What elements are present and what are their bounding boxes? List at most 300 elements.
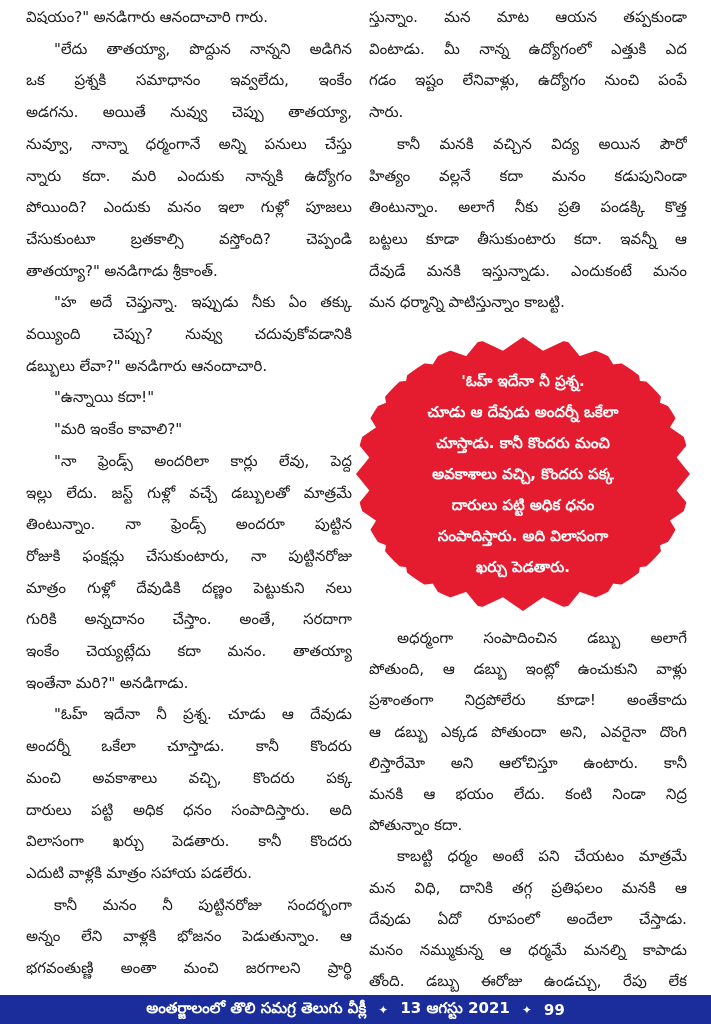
word: మాట [496, 8, 530, 26]
word: దారులు [26, 800, 72, 819]
word: కానీ [258, 832, 282, 851]
word: ధర్మమే [528, 941, 567, 959]
word: పట్టి [91, 800, 114, 819]
pull-quote-text [396, 366, 650, 583]
text-line [26, 224, 352, 254]
word: అంటే [492, 847, 524, 866]
word: తాతయ్యా [292, 642, 352, 660]
word: సంపాదించిన [483, 629, 558, 647]
word: తీసుకుంటారు [477, 229, 556, 248]
text-line [26, 699, 352, 729]
word: లేదు. [66, 483, 98, 502]
word: "నా [54, 451, 77, 470]
word: కానీ [663, 753, 687, 772]
text-line [369, 192, 687, 222]
word: ఉండచ్చు, [543, 972, 602, 991]
word: సారు. [369, 103, 404, 122]
word: సహాయ [150, 863, 197, 882]
word: భగవంతుణ్ణి [26, 959, 94, 977]
word: చెప్పు? [112, 325, 153, 343]
word: ఈరోజు [480, 972, 523, 991]
text-line [26, 636, 352, 666]
word: మంచి [26, 768, 61, 787]
text-line [369, 224, 687, 254]
text-line [369, 256, 687, 286]
word: ఏదో [437, 909, 462, 928]
word: లిస్తారేమో [369, 753, 426, 772]
word: ఉంటారు. [583, 753, 639, 772]
word: ఎద [665, 39, 687, 58]
text-line [26, 97, 352, 127]
word: దణ్ణం [201, 578, 233, 597]
word: దానికి [459, 878, 493, 897]
word: హిత్యం [369, 166, 411, 185]
word: మన [369, 878, 396, 897]
word: అలాగే [458, 198, 495, 217]
word: దేవుడికి [136, 578, 181, 597]
text-line [369, 65, 687, 95]
word: నా [250, 546, 267, 565]
word: ఆ [340, 927, 352, 946]
text-line [369, 966, 687, 996]
text-line [26, 921, 352, 951]
word: చేస్తాం. [172, 610, 212, 629]
pull-quote-line: 'ఓహ్ ఇదేనా నీ ప్రశ్న. [461, 372, 585, 390]
word: కదా [499, 166, 523, 185]
word: ఉద్యోగం [304, 166, 352, 185]
word: పని [538, 847, 560, 866]
word: దేవుడు [369, 909, 411, 928]
word: కానీ [255, 737, 279, 756]
word: తాతయ్యా, [288, 103, 352, 122]
word: పెట్టుకుని [253, 578, 305, 597]
word: గడం [369, 71, 397, 90]
text-line [26, 668, 352, 698]
word: నిద్రపోలేరు [464, 691, 526, 710]
text-line [369, 685, 687, 715]
text-line [26, 826, 352, 856]
word: శ్రీకాంత్. [172, 261, 218, 280]
word: నమ్ముకున్న [419, 941, 483, 959]
word: నాన్నని [249, 39, 291, 58]
word: గుళ్లో [260, 198, 289, 217]
word: ప్రతిఫలం [551, 878, 603, 897]
page-number: 99 [543, 1000, 565, 1019]
word: నలు [325, 578, 352, 597]
word: ఫంక్షన్లు [82, 546, 125, 565]
word: మనం [551, 166, 586, 185]
word: మనకి [621, 878, 656, 897]
word: డబ్బులతో [231, 483, 290, 502]
word: న్నారు [26, 166, 62, 185]
word: తింటున్నాం. [369, 198, 439, 217]
word: మనల్ని [583, 941, 627, 959]
word: అవకాశాలు [92, 768, 158, 787]
word: వచ్చి, [188, 768, 222, 787]
word: పూజలు [305, 198, 352, 217]
word: ఇస్తున్నాడు. [481, 261, 550, 280]
word: కదా!" [117, 388, 155, 407]
word: బట్టలు [369, 229, 408, 248]
text-line [26, 953, 352, 983]
text-line [26, 65, 352, 95]
word: మాత్రమే [638, 847, 687, 866]
text-line [369, 287, 687, 317]
footer-bar [0, 995, 711, 1024]
text-line [26, 890, 352, 920]
word: మనం [102, 895, 137, 914]
word: ఎదుటి [26, 863, 65, 882]
word: తప్పకుండా [623, 8, 687, 26]
word: గారు. [235, 8, 268, 26]
word: దేవుడు [310, 705, 352, 724]
word: పోతున్నాం [369, 816, 430, 835]
word: వాళ్లు [656, 660, 687, 679]
word: నాన్నా [91, 134, 128, 153]
word: మంచి [183, 959, 219, 977]
word: దొంగి [659, 722, 687, 741]
word: ఇష్టం [415, 71, 444, 90]
word: గుళ్లో [87, 578, 116, 597]
word: రోజుకి [26, 546, 61, 565]
star-icon: ✦ [521, 1002, 532, 1017]
word: నువ్వు [185, 325, 223, 343]
word: ఇంకేం [318, 71, 352, 90]
word: ధనం [182, 800, 212, 819]
word: జస్ట్ [111, 483, 134, 502]
word: ఉద్యోగంలో [528, 39, 592, 58]
word: ప్రతి [558, 198, 581, 217]
word: నీ [156, 705, 167, 724]
word: ఉద్యోగం [538, 71, 586, 90]
word: చేస్తాడు. [639, 909, 687, 928]
word: చదువుకోవడానికి [254, 325, 352, 343]
text-line [26, 351, 352, 381]
word: ఇవన్నీ [620, 229, 657, 248]
word: అందర్నీ [26, 737, 70, 756]
word: పండక్కి [600, 198, 645, 217]
word: డబ్బు [394, 722, 428, 741]
word: అనడిగారు [125, 356, 187, 375]
word: ఆనందాచారి. [191, 356, 268, 375]
word: భయం [455, 785, 494, 803]
word: కదా. [82, 166, 111, 185]
word: పోతుంది, [369, 660, 425, 679]
word: పాటిస్తున్నాం [448, 293, 520, 312]
word: ఆనందాచారి [159, 8, 231, 26]
word: ఇవ్వలేదు, [230, 71, 289, 90]
star-icon: ✦ [378, 1002, 389, 1017]
word: కావాలి?" [128, 420, 183, 439]
word: ఏం [288, 293, 307, 312]
word: తోంది. [369, 972, 405, 991]
word: చేస్తు [324, 134, 352, 153]
word: సమాధానం [135, 71, 201, 90]
text-line [26, 541, 352, 571]
word: వస్తోంది? [218, 229, 271, 248]
text-line [369, 904, 687, 934]
word: డబ్బు [587, 629, 621, 647]
word: విలాసంగా [26, 832, 84, 851]
word: కాబట్టి [397, 847, 433, 866]
word: ఆలోచిస్తూ [499, 753, 558, 772]
word: ఇంకేం [26, 642, 60, 660]
word: "ఉన్నాయి [54, 388, 114, 407]
word: ధర్మాన్ని [399, 293, 445, 312]
word: అన్నం [26, 927, 61, 946]
word: ఆయన [555, 8, 598, 26]
word: అనడిగాడు. [119, 673, 189, 692]
pull-quote-line: చూస్తాడు. కానీ కొందరు మంచి [436, 434, 610, 452]
word: జరగాలని [245, 959, 301, 977]
word: రూపంలో [487, 909, 540, 928]
word: వాళ్లకి [123, 927, 157, 946]
word: చూస్తాడు. [167, 737, 225, 756]
word: ఆ [675, 229, 687, 248]
word: సరదాగా [303, 610, 352, 629]
word: కూడా [425, 229, 459, 248]
word: కొత్త [664, 198, 687, 217]
word: చేయటం [574, 847, 625, 866]
word: ఒక [26, 71, 45, 90]
word: మీ [444, 39, 460, 58]
text-line [26, 192, 352, 222]
footer-tagline: అంతర్జాలంలో తొలి సమగ్ర తెలుగు వీక్లీ [146, 998, 367, 1017]
word: బ్రతకాల్సి [130, 229, 184, 248]
text-line [369, 810, 687, 840]
word: మాత్రం [26, 578, 66, 597]
word: మాత్రమే [303, 483, 352, 502]
word: మన [444, 8, 471, 26]
word: అయితే [102, 103, 146, 122]
text-line [26, 795, 352, 825]
word: ఆ [281, 705, 294, 724]
word: వల్లనే [438, 166, 471, 185]
text-line [26, 573, 352, 603]
word: మాత్రం [106, 863, 147, 882]
word: చెప్పండి [306, 229, 352, 248]
text-line [26, 604, 352, 634]
word: అధర్మంగా [397, 629, 454, 647]
word: లేనివాళ్లు, [462, 71, 520, 90]
word: నా [125, 515, 141, 534]
word: ఇల్లు [26, 483, 53, 502]
word: అలాగే [650, 629, 687, 647]
text-line [369, 2, 687, 32]
word: వచ్చే [189, 483, 218, 502]
word: మనం [167, 198, 202, 217]
word: లేవా?" [79, 356, 121, 375]
word: పెడుతున్నాం. [242, 927, 320, 946]
text-line [26, 256, 352, 286]
word: పుట్టిన [314, 515, 352, 534]
text-line [369, 873, 687, 903]
footer-date: 13 ఆగస్టు 2021 [400, 998, 510, 1017]
word: పోయింది? [26, 198, 87, 217]
text-line [26, 382, 352, 412]
word: వచ్చిన [493, 134, 532, 153]
text-line [26, 34, 352, 64]
word: పెద్ద [330, 451, 352, 470]
text-line [26, 319, 352, 349]
word: మనం. [227, 642, 267, 660]
word: కొందరు [310, 737, 352, 756]
word: కదా. [434, 816, 463, 835]
word: దేవుడే [369, 261, 406, 280]
word: కంటి [565, 785, 593, 803]
word: మరి?" [75, 673, 116, 692]
word: అందేలా [566, 909, 613, 928]
text-line [369, 717, 687, 747]
word: "ఓహ్ [54, 705, 88, 724]
word: గురికి [26, 610, 57, 629]
word: కానీ [397, 134, 421, 153]
word: పనులు [264, 134, 307, 153]
word: నీకు [251, 293, 276, 312]
word: ఎత్తుకి [611, 39, 647, 58]
word: అడగను. [26, 103, 79, 122]
text-line [26, 731, 352, 761]
word: ఫ్రెండ్స్ [97, 451, 133, 470]
word: నీ [162, 895, 173, 914]
text-line [26, 287, 352, 317]
word: రేపు [622, 972, 647, 991]
word: ఇదేనా [103, 705, 141, 724]
text-line [26, 161, 352, 191]
word: పోతుందా [491, 722, 547, 741]
word: పుట్టినరోజు [198, 895, 262, 914]
word: ఎవరైనా [600, 722, 647, 741]
word: మనకి [439, 134, 474, 153]
text-line [26, 2, 352, 32]
word: వింటాడు. [369, 39, 425, 58]
word: ఇప్పుడు [191, 293, 239, 312]
word: తగ్గ [511, 878, 533, 897]
word: ఎందుకు [177, 166, 225, 185]
word: కాపాడు [642, 941, 687, 959]
word: తక్కు [320, 293, 352, 312]
word: ఆ [423, 785, 436, 803]
word: అంతా [120, 959, 157, 977]
word: లేక [668, 972, 687, 991]
text-line [26, 478, 352, 508]
word: డబ్బులు [26, 356, 75, 375]
word: డబ్బు [473, 660, 507, 679]
word: నీకు [514, 198, 539, 217]
text-line [26, 129, 352, 159]
text-line [369, 97, 687, 127]
word: ఖర్చు [112, 832, 144, 851]
word: కొందరు [253, 768, 295, 787]
word: ఇంకేం [90, 420, 124, 439]
word: చెప్పు [231, 103, 264, 122]
text-line [26, 509, 352, 539]
word: "మరి [54, 420, 86, 439]
word: ప్రశ్న. [183, 705, 212, 724]
word: ఇంతేనా [26, 673, 72, 692]
word: ఫ్రెండ్స్ [170, 515, 206, 534]
word: వయ్యింది [26, 325, 81, 343]
word: కొందరు [310, 832, 352, 851]
word: లేదు. [513, 785, 545, 803]
word: చేసుకుంటూ [26, 229, 96, 248]
word: వాళ్లకి [68, 863, 102, 882]
word: స్తున్నాం. [369, 8, 418, 26]
word: కూడా! [556, 691, 596, 710]
pull-quote-line: ఖర్చు పెడతారు. [475, 558, 570, 576]
pull-quote-line: దారులు పట్టి అధిక ధనం [451, 496, 595, 514]
word: విషయం?" [26, 8, 90, 26]
word: మరి [131, 166, 157, 185]
word: కదా [177, 642, 201, 660]
word: ఎందుకంటే [570, 261, 632, 280]
word: అధిక [132, 800, 164, 819]
text-line [369, 623, 687, 653]
word: చూడు [227, 705, 266, 724]
word: కాబట్టి. [524, 293, 565, 312]
text-line [369, 935, 687, 965]
word: పక్క [326, 768, 352, 787]
word: పడలేరు. [200, 863, 252, 882]
word: గుళ్లో [147, 483, 176, 502]
word: అయిన [598, 134, 641, 153]
word: ఉంచుకుని [577, 660, 638, 679]
word: "లేదు [54, 39, 88, 58]
word: పొద్దున [189, 39, 231, 58]
word: ఆ [499, 941, 512, 959]
word: ఇంట్లో [525, 660, 559, 679]
word: ఒకేలా [101, 737, 136, 756]
word: "హ [54, 293, 77, 312]
word: మనం [369, 941, 404, 959]
text-line [369, 161, 687, 191]
text-line [369, 748, 687, 778]
word: అన్నదానం [84, 610, 145, 629]
word: మనకి [369, 785, 404, 803]
word: పౌరో [659, 134, 687, 153]
word: పంపే [658, 71, 687, 90]
word: నాన్నకి [245, 166, 284, 185]
word: మన [369, 293, 396, 312]
word: నిద్ర [665, 785, 687, 803]
word: నువ్వూ, [26, 134, 73, 153]
word: అదే [89, 293, 113, 312]
word: చెప్తున్నా. [125, 293, 178, 312]
word: తాతయ్యా?" [26, 261, 100, 280]
pull-quote-line: అవకాశాలు వచ్చి, కొందరు పక్క [432, 465, 614, 483]
word: కదా. [573, 229, 603, 248]
word: ప్రశ్నకి [74, 71, 107, 90]
word: ఆ [369, 722, 381, 741]
word: నువ్వు [170, 103, 208, 122]
word: ధర్మం [447, 847, 478, 866]
word: సంపాదిస్తారు. [231, 800, 310, 819]
word: కడుపునిండా [614, 166, 687, 185]
word: నుంచి [604, 71, 640, 90]
word: ప్రార్థి [327, 959, 352, 977]
word: అన్ని [218, 134, 247, 153]
text-line [369, 841, 687, 871]
word: నిండా [612, 785, 646, 803]
text-line [26, 858, 352, 888]
text-line [26, 414, 352, 444]
word: అందరిలా [154, 451, 210, 470]
text-line [26, 763, 352, 793]
word: ఆ [442, 660, 455, 679]
word: అడిగిన [309, 39, 352, 58]
word: నాన్న [479, 39, 510, 58]
pull-quote-line: సంపాదిస్తారు. అది విలాసంగా [437, 527, 609, 545]
